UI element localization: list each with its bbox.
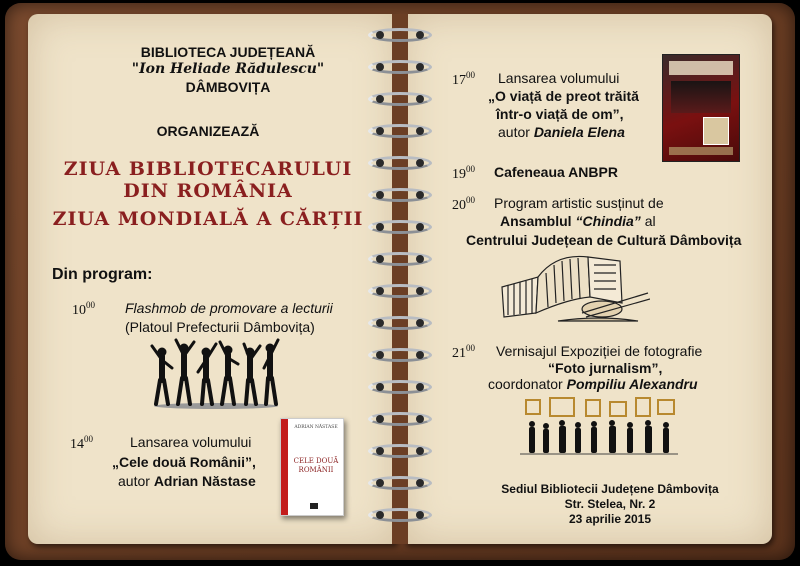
ring-hole — [416, 159, 424, 167]
event6-line3: coordonator Pompiliu Alexandru — [488, 376, 698, 392]
event5-line3: Centrului Județean de Cultură Dâmbovița — [466, 232, 742, 248]
ring-hole — [376, 191, 384, 199]
event3-time: $17^{00}$ — [452, 70, 475, 88]
event3-line1: Lansarea volumului — [498, 70, 620, 86]
book-cover-cele-doua-romanii — [280, 418, 344, 516]
event3-line4: autor Daniela Elena — [498, 124, 625, 140]
ring-hole — [416, 223, 424, 231]
event2-time: $14^{00}$ — [70, 434, 93, 452]
ring-hole — [416, 255, 424, 263]
ring-hole — [376, 287, 384, 295]
title-line-1: ZIUA BIBLIOTECARULUI — [63, 158, 353, 180]
ring-hole — [416, 127, 424, 135]
event5-line2: Ansamblul “Chindia” al — [500, 213, 656, 229]
ring-hole — [376, 223, 384, 231]
program-heading: Din program: — [52, 266, 153, 283]
book-author: ADRIAN NĂSTASE — [294, 425, 338, 430]
org-line-1: BIBLIOTECA JUDEȚEANĂ — [140, 44, 316, 60]
footer-address: Str. Stelea, Nr. 2 — [564, 497, 656, 511]
ring-hole — [416, 383, 424, 391]
ring-hole — [376, 63, 384, 71]
ring-hole — [416, 415, 424, 423]
ring-hole — [376, 255, 384, 263]
event2-line1: Lansarea volumului — [130, 434, 252, 450]
dancing-people-silhouette — [150, 338, 282, 410]
ring-hole — [376, 383, 384, 391]
ring-hole — [376, 159, 384, 167]
ring-hole — [376, 479, 384, 487]
event3-line3: într-o viață de om”, — [496, 106, 624, 122]
event2-line2: „Cele două Românii”, — [112, 454, 256, 470]
book-cover-o-viata-de-preot — [662, 54, 740, 162]
ring-hole — [416, 319, 424, 327]
org-line-2: "Ion Heliade Rădulescu" — [131, 61, 325, 77]
title-line-3: ZIUA MONDIALĂ A CĂRȚII — [52, 208, 364, 230]
organizes-label: ORGANIZEAZĂ — [156, 123, 260, 139]
event6-time: $21^{00}$ — [452, 343, 475, 361]
ring-hole — [416, 191, 424, 199]
event5-line1: Program artistic susținut de — [494, 195, 664, 211]
event1-title: Flashmob de promovare a lecturii — [125, 300, 333, 316]
ring-hole — [376, 415, 384, 423]
ring-hole — [376, 127, 384, 135]
gallery-visitors-silhouette — [520, 396, 678, 456]
book-title-1: CELE DOUĂ — [293, 457, 339, 465]
title-line-2: DIN ROMÂNIA — [123, 180, 293, 202]
ring-hole — [376, 319, 384, 327]
event4-title: Cafeneaua ANBPR — [494, 164, 618, 180]
event3-line2: „O viață de preot trăită — [488, 88, 639, 104]
ring-hole — [376, 447, 384, 455]
event2-line3: autor Adrian Năstase — [118, 473, 256, 489]
ring-hole — [416, 479, 424, 487]
event6-line1: Vernisajul Expoziției de fotografie — [496, 343, 703, 359]
event5-time: $20^{00}$ — [452, 195, 475, 213]
ring-hole — [416, 63, 424, 71]
org-line-3: DÂMBOVIȚA — [185, 79, 271, 95]
footer-venue: Sediul Bibliotecii Județene Dâmbovița — [501, 482, 719, 496]
footer-date: 23 aprilie 2015 — [568, 512, 652, 526]
event1-time: $10^{00}$ — [72, 300, 95, 318]
ring-hole — [376, 95, 384, 103]
ring-hole — [416, 95, 424, 103]
ring-hole — [416, 351, 424, 359]
ring-hole — [376, 31, 384, 39]
event4-time: $19^{00}$ — [452, 164, 475, 182]
ring-hole — [376, 511, 384, 519]
accordion-violin-drawing — [498, 247, 650, 323]
ring-hole — [416, 447, 424, 455]
ring-hole — [416, 511, 424, 519]
ring-hole — [416, 31, 424, 39]
book-title-2: ROMÂNII — [298, 466, 334, 474]
ring-hole — [416, 287, 424, 295]
event6-line2: “Foto jurnalism”, — [548, 360, 663, 376]
ring-hole — [376, 351, 384, 359]
event1-place: (Platoul Prefecturii Dâmbovița) — [125, 319, 315, 335]
